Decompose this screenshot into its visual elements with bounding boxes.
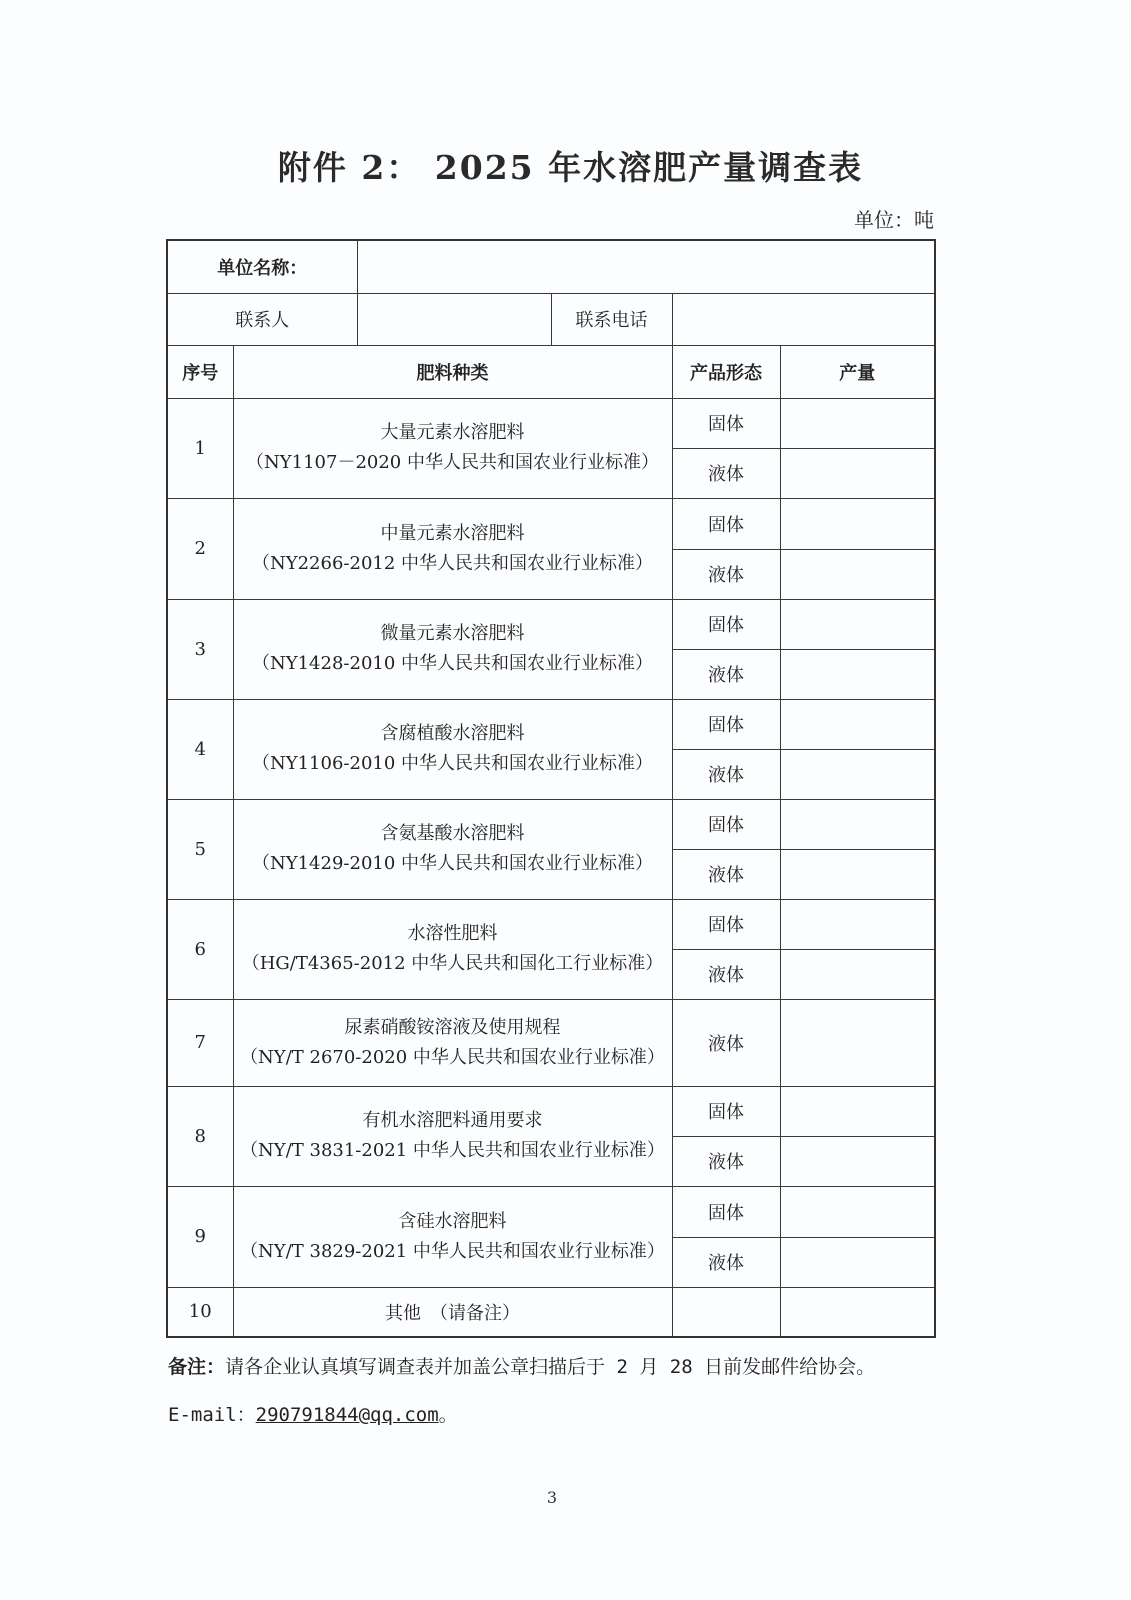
category-standard: （NY1429-2010 中华人民共和国农业行业标准） — [251, 853, 654, 874]
table-row — [167, 1186, 935, 1237]
form-liquid: 液体 — [672, 549, 780, 599]
form-solid: 固体 — [672, 1086, 780, 1136]
category-standard: （NY1428-2010 中华人民共和国农业行业标准） — [251, 653, 654, 674]
category-name: 含腐植酸水溶肥料 — [380, 723, 525, 744]
table-row — [167, 899, 935, 949]
row-seq: 5 — [167, 799, 233, 899]
email-label: E-mail： — [168, 1404, 256, 1426]
row-category — [233, 1186, 672, 1287]
output-liquid-field[interactable] — [780, 999, 935, 1086]
output-liquid-field[interactable] — [780, 649, 935, 699]
row-category — [233, 1086, 672, 1186]
row-seq: 9 — [167, 1186, 233, 1287]
row-seq: 8 — [167, 1086, 233, 1186]
form-solid: 固体 — [672, 498, 780, 549]
email-link[interactable]: 290791844@qq.com — [255, 1404, 439, 1426]
header-output: 产量 — [780, 345, 935, 398]
form-liquid: 液体 — [672, 448, 780, 498]
row-seq: 3 — [167, 599, 233, 699]
contact-person-label: 联系人 — [167, 293, 357, 345]
table-row — [167, 498, 935, 549]
form-solid: 固体 — [672, 599, 780, 649]
form-liquid: 液体 — [672, 1237, 780, 1287]
form-solid: 固体 — [672, 1186, 780, 1237]
output-liquid-field[interactable] — [780, 1237, 935, 1287]
company-name-label: 单位名称： — [167, 240, 357, 293]
table-row — [167, 699, 935, 749]
row-seq: 7 — [167, 999, 233, 1086]
category-standard: （NY2266-2012 中华人民共和国农业行业标准） — [251, 552, 654, 574]
category-name: 含硅水溶肥料 — [398, 1210, 507, 1232]
category-standard: （NY/T 3829-2021 中华人民共和国农业行业标准） — [240, 1240, 665, 1262]
row-category — [233, 799, 672, 899]
form-field[interactable] — [672, 1287, 780, 1337]
category-standard: （HG/T4365-2012 中华人民共和国化工行业标准） — [241, 953, 664, 974]
output-solid-field[interactable] — [780, 799, 935, 849]
category-name: 有机水溶肥料通用要求 — [362, 1110, 543, 1131]
category-standard: （NY1107－2020 中华人民共和国农业行业标准） — [246, 452, 659, 473]
email-line — [168, 1400, 458, 1427]
row-category — [233, 498, 672, 599]
form-liquid: 液体 — [672, 649, 780, 699]
table-row — [167, 1287, 935, 1337]
category-standard: （NY/T 3831-2021 中华人民共和国农业行业标准） — [240, 1140, 665, 1161]
output-solid-field[interactable] — [780, 699, 935, 749]
form-liquid: 液体 — [672, 1136, 780, 1186]
row-seq: 10 — [167, 1287, 233, 1337]
contact-row — [167, 293, 935, 345]
row-seq: 2 — [167, 498, 233, 599]
output-solid-field[interactable] — [780, 398, 935, 448]
category-standard: （NY1106-2010 中华人民共和国农业行业标准） — [251, 753, 654, 774]
output-field[interactable] — [780, 1287, 935, 1337]
row-category — [233, 1287, 672, 1337]
row-category — [233, 398, 672, 498]
form-liquid: 液体 — [672, 999, 780, 1086]
header-seq: 序号 — [167, 345, 233, 398]
category-name: 水溶性肥料 — [407, 923, 498, 944]
row-seq: 1 — [167, 398, 233, 498]
note-label: 备注： — [168, 1356, 226, 1378]
form-solid: 固体 — [672, 899, 780, 949]
output-liquid-field[interactable] — [780, 448, 935, 498]
category-standard: （NY/T 2670-2020 中华人民共和国农业行业标准） — [240, 1046, 665, 1068]
company-name-row — [167, 240, 935, 293]
row-seq: 6 — [167, 899, 233, 999]
output-solid-field[interactable] — [780, 1086, 935, 1136]
form-liquid: 液体 — [672, 849, 780, 899]
output-liquid-field[interactable] — [780, 849, 935, 899]
table-row — [167, 999, 935, 1086]
form-liquid: 液体 — [672, 949, 780, 999]
form-solid: 固体 — [672, 799, 780, 849]
row-seq: 4 — [167, 699, 233, 799]
table-row — [167, 799, 935, 849]
page-number: 3 — [546, 1488, 558, 1507]
output-solid-field[interactable] — [780, 899, 935, 949]
contact-phone-label: 联系电话 — [551, 293, 672, 345]
category-name: 含氨基酸水溶肥料 — [380, 823, 525, 844]
category-name: 大量元素水溶肥料 — [380, 422, 525, 443]
table-row — [167, 1086, 935, 1136]
output-solid-field[interactable] — [780, 498, 935, 549]
output-solid-field[interactable] — [780, 599, 935, 649]
header-form: 产品形态 — [672, 345, 780, 398]
row-category — [233, 999, 672, 1086]
row-category — [233, 599, 672, 699]
document-title: 附件 2： 2025 年水溶肥产量调查表 — [277, 148, 864, 187]
row-category — [233, 899, 672, 999]
contact-person-field[interactable] — [357, 293, 551, 345]
company-name-field[interactable] — [357, 240, 935, 293]
form-solid: 固体 — [672, 699, 780, 749]
survey-table — [166, 239, 936, 1338]
form-liquid: 液体 — [672, 749, 780, 799]
row-category — [233, 699, 672, 799]
category-name: 中量元素水溶肥料 — [380, 522, 525, 544]
output-solid-field[interactable] — [780, 1186, 935, 1237]
form-solid: 固体 — [672, 398, 780, 448]
contact-phone-field[interactable] — [672, 293, 935, 345]
output-liquid-field[interactable] — [780, 949, 935, 999]
category-name: 微量元素水溶肥料 — [380, 623, 525, 644]
note-text: 请各企业认真填写调查表并加盖公章扫描后于 2 月 28 日前发邮件给协会。 — [225, 1356, 876, 1378]
email-suffix: 。 — [438, 1404, 458, 1426]
output-liquid-field[interactable] — [780, 749, 935, 799]
table-row — [167, 599, 935, 649]
output-liquid-field[interactable] — [780, 1136, 935, 1186]
category-name: 其他 （请备注） — [385, 1302, 520, 1324]
table-header-row — [167, 345, 935, 398]
unit-label: 单位：吨 — [854, 208, 934, 232]
category-name: 尿素硝酸铵溶液及使用规程 — [344, 1016, 561, 1038]
table-row — [167, 398, 935, 448]
header-category: 肥料种类 — [233, 345, 672, 398]
output-liquid-field[interactable] — [780, 549, 935, 599]
footer-note — [168, 1352, 875, 1379]
